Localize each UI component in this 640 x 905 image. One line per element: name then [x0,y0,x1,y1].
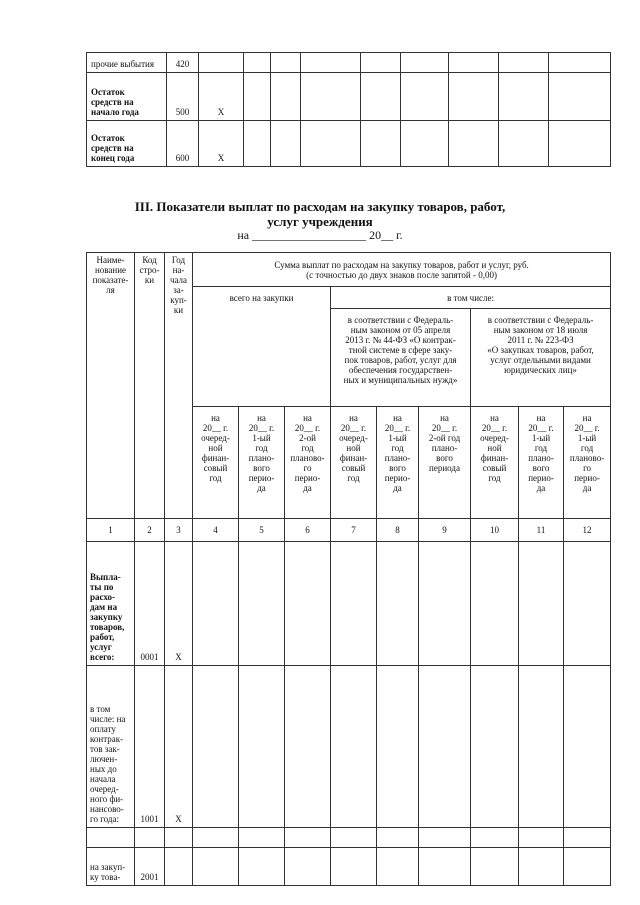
column-number: 8 [377,519,419,542]
table-row [87,53,611,73]
table-row [87,542,611,666]
row-code: 420 [167,53,199,73]
row-year [165,828,193,848]
column-number: 12 [564,519,611,542]
column-number: 9 [419,519,471,542]
row-code: 600 [167,121,199,167]
row-year: X [165,666,193,828]
header-including: в том числе: [331,287,611,309]
subcol-header: на 20__ г. очеред- ной финан- совый год [331,407,377,519]
subcol-header: на 20__ г. очеред- ной финан- совый год [471,407,519,519]
column-number: 4 [193,519,239,542]
subcol-header: на 20__ г. 1-ый год плано- вого перио- да [239,407,285,519]
header-total-purchases: всего на закупки [193,287,331,407]
row-year: X [199,121,244,167]
row-label: Выпла- ты по расхо- дам на закупку товаров, работ, услуг всего: [87,542,135,666]
table-row [87,666,611,828]
procurement-payments-table [86,252,611,886]
header-row [87,253,611,287]
header-44fz: в соответствии с Федераль- ным законом от 05 апреля 2013 г. № 44-ФЗ «О контрак- тной системе в сфере заку- пок товаров, работ, услуг для обеспечения государствен- ных и муниципальных нужд» [331,309,471,407]
subcol-header: на 20__ г. очеред- ной финан- совый год [193,407,239,519]
table-row [87,121,611,167]
row-label: Остаток средств на начало года [87,73,167,121]
row-label: прочие выбытия [87,53,167,73]
row-label [87,828,135,848]
previous-section-table [86,52,611,167]
row-code: 0001 [135,542,165,666]
table-row [87,848,611,886]
row-label: на закуп- ку това- [87,848,135,886]
header-row-code: Код стро- ки [135,253,165,519]
column-number: 6 [285,519,331,542]
header-payment-sum: Сумма выплат по расходам на закупку товаров, работ и услуг, руб. (с точностью до двух знаков после запятой - 0,00) [193,253,611,287]
subcol-header: на 20__ г. 2-ой год плано- вого периода [419,407,471,519]
column-number: 1 [87,519,135,542]
table-row [87,828,611,848]
report-date-line: на ___________________ 20__ г. [237,228,403,242]
column-numbers-row [87,519,611,542]
row-label: в том числе: на оплату контрак- тов зак- лючен- ных до начала очеред- ного фи- нансово- го года: [87,666,135,828]
row-year [165,848,193,886]
row-code: 500 [167,73,199,121]
row-label: Остаток средств на конец года [87,121,167,167]
table-row [87,73,611,121]
column-number: 7 [331,519,377,542]
column-number: 10 [471,519,519,542]
header-purchase-year: Год на- чала за- куп- ки [165,253,193,519]
column-number: 5 [239,519,285,542]
subcol-header: на 20__ г. 2-ой год планово- го перио- да [285,407,331,519]
subcol-header: на 20__ г. 1-ый год плано- вого перио- да [519,407,564,519]
row-code [135,828,165,848]
column-number: 2 [135,519,165,542]
header-indicator-name: Наиме- нование показате- ля [87,253,135,519]
row-year: X [199,73,244,121]
row-year: X [165,542,193,666]
section-title-line2: услуг учреждения [267,214,373,229]
column-number: 3 [165,519,193,542]
row-year [199,53,244,73]
column-number: 11 [519,519,564,542]
row-code: 2001 [135,848,165,886]
header-223fz: в соответствии с Федераль- ным законом от 18 июля 2011 г. № 223-ФЗ «О закупках товаров, работ, услуг отдельными видами юридических лиц» [471,309,611,407]
section-title-line1: III. Показатели выплат по расходам на закупку товаров, работ, [134,199,506,214]
subcol-header: на 20__ г. 1-ый год планово- го перио- да [564,407,611,519]
subcol-header: на 20__ г. 1-ый год плано- вого перио- да [377,407,419,519]
row-code: 1001 [135,666,165,828]
